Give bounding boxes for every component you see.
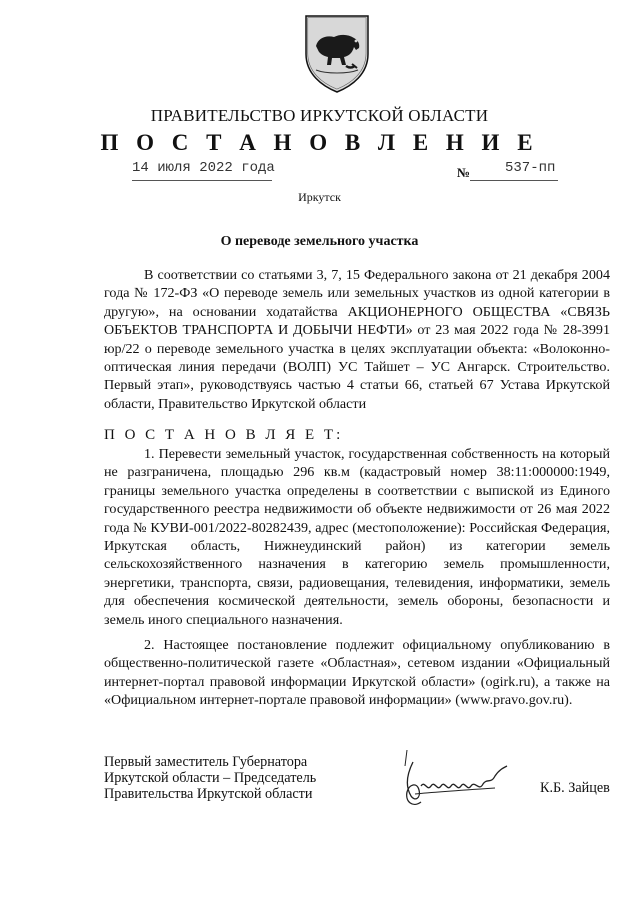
signatory-position-line-2: Иркутской области – Председатель <box>104 770 317 786</box>
document-date: 14 июля 2022 года <box>132 160 275 176</box>
number-underline <box>470 180 558 181</box>
document-number: 537-пп <box>505 160 556 176</box>
document-subject: О переводе земельного участка <box>220 234 419 249</box>
number-sign: № <box>457 165 471 180</box>
signatory-name: К.Б. Зайцев <box>540 780 610 796</box>
government-title: ПРАВИТЕЛЬСТВО ИРКУТСКОЙ ОБЛАСТИ <box>150 106 489 125</box>
signatory-position-line-1: Первый заместитель Губернатора <box>104 754 308 770</box>
decree-item-2: 2. Настоящее постановление подлежит официальному опубликованию в общественно-политической газете «Областная», сетевом издании «Официальный интернет-портал правовой информации Иркутской области» (ogirk.ru), а также на «Официальном интернет-портале правовой информации» (www.pravo.gov.ru). <box>104 637 610 709</box>
preamble-paragraph: В соответствии со статьями 3, 7, 15 Федерального закона от 21 декабря 2004 года № 172-ФЗ «О переводе земель или земельных участков из одной категории в другую», на основании ходатайства АКЦИОНЕРНОГО ОБЩЕСТВА «СВЯЗЬ ОБЪЕКТОВ ТРАНСПОРТА И ДОБЫЧИ НЕФТИ» от 23 мая 2022 года № 28-3991 юр/22 о переводе земельного участка в целях эксплуатации объекта: «Волоконно-оптическая линия передачи (ВОЛП) УС Тайшет – УС Ангарск. Строительство. Первый этап», руководствуясь частью 4 статьи 66, статьей 67 Устава Иркутской области, Правительство Иркутской области <box>104 267 610 412</box>
city-name: Иркутск <box>298 190 341 204</box>
signatory-position <box>104 754 316 802</box>
decree-word: П О С Т А Н О В Л Я Е Т: <box>104 427 344 443</box>
signatory-position-line-3: Правительства Иркутской области <box>104 786 313 802</box>
handwritten-signature-icon <box>395 746 515 818</box>
decree-item-1: 1. Перевести земельный участок, государственная собственность на который не разграничена, площадью 296 кв.м (кадастровый номер 38:11:000000:1949, границы земельного участка определены в соответствии с выпиской из Единого государственного реестра недвижимости об объекте недвижимости от 26 мая 2022 года № КУВИ-001/2022-80282439, адрес (местоположение): Российская Федерация, Иркутская область, Нижнеудинский район) из категории земель сельскохозяйственного назначения в категорию земель промышленности, энергетики, транспорта, связи, радиовещания, телевидения, информатики, земель для обеспечения космической деятельности, земель обороны, безопасности и земель иного специального назначения. <box>104 446 610 628</box>
irkutsk-coat-of-arms-icon <box>302 10 372 94</box>
document-type-heading: П О С Т А Н О В Л Е Н И Е <box>100 130 539 155</box>
date-underline <box>132 180 272 181</box>
